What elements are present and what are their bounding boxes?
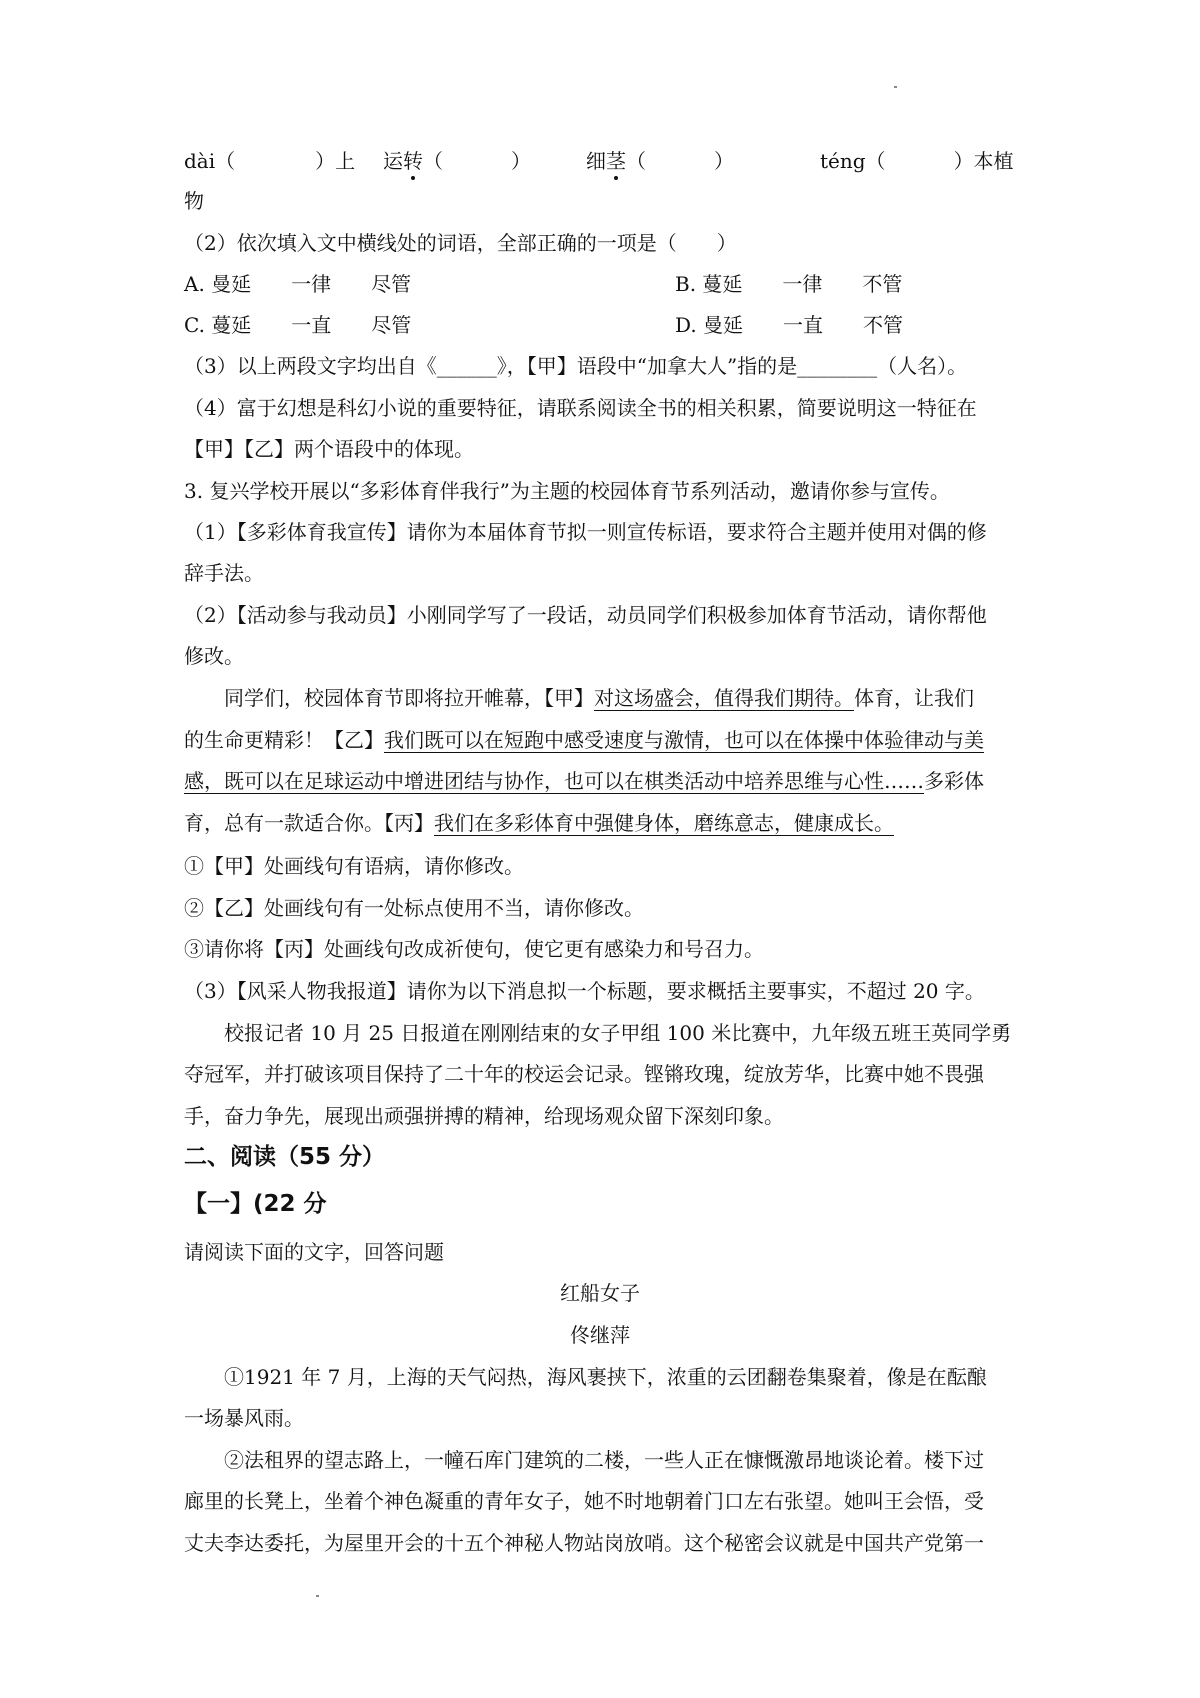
question-3-1-line2: 辞手法。: [184, 561, 264, 585]
question-3-2-line2: 修改。: [184, 644, 244, 668]
option-d: D. 曼延 一直 不管: [675, 313, 904, 337]
underlined-sentence-jia: 对这场盛会，值得我们期待。: [594, 686, 854, 710]
section-2-heading: 二、阅读（55 分）: [184, 1144, 386, 1170]
option-b: B. 蔓延 一律 不管: [675, 272, 903, 296]
paragraph-2-line-3: 丈夫李达委托，为屋里开会的十五个神秘人物站岗放哨。这个秘密会议就是中国共产党第一: [184, 1531, 984, 1555]
passage-line-4: 育，总有一款适合你。【丙】我们在多彩体育中强健身体，磨练意志，健康成长。: [184, 811, 894, 835]
question-3-1-line1: （1）【多彩体育我宣传】请你为本届体育节拟一则宣传标语，要求符合主题并使用对偶的修: [184, 520, 987, 544]
paragraph-2-line-2: 廊里的长凳上，坐着个神色凝重的青年女子，她不时地朝着门口左右张望。她叫王会悟，受: [184, 1489, 984, 1513]
question-2-4-line1: （4）富于幻想是科幻小说的重要特征，请联系阅读全书的相关积累，简要说明这一特征在: [184, 396, 977, 420]
pinyin-row-wrap: 物: [184, 189, 204, 213]
task-3: ③请你将【丙】处画线句改成祈使句，使它更有感染力和号召力。: [184, 937, 764, 961]
paragraph-1-line-2: 一场暴风雨。: [184, 1406, 304, 1430]
pinyin-item-teng: téng（ ）本植: [820, 149, 1014, 173]
pinyin-item-dai: dài（ ）上: [184, 149, 356, 173]
news-line-1: 校报记者 10 月 25 日报道在刚刚结束的女子甲组 100 米比赛中，九年级五班王英同学勇: [224, 1021, 1012, 1045]
question-3-2-line1: （2）【活动参与我动员】小刚同学写了一段话，动员同学们积极参加体育节活动，请你帮他: [184, 603, 987, 627]
scan-speck: [894, 86, 897, 88]
scan-speck: [316, 1595, 319, 1597]
option-a: A. 曼延 一律 尽管: [184, 272, 412, 296]
word-xijing: 细茎（ ）: [586, 149, 734, 173]
question-2-4-line2: 【甲】【乙】两个语段中的体现。: [184, 437, 474, 461]
passage-line-2: 的生命更精彩！【乙】我们既可以在短跑中感受速度与激情，也可以在体操中体验律动与美: [184, 728, 984, 752]
task-2: ②【乙】处画线句有一处标点使用不当，请你修改。: [184, 896, 644, 920]
underlined-sentence-yi-part1: 我们既可以在短跑中感受速度与激情，也可以在体操中体验律动与美: [384, 728, 984, 752]
article-author: 佟继萍: [570, 1323, 630, 1347]
paragraph-2-line-1: ②法租界的望志路上，一幢石库门建筑的二楼，一些人正在慷慨激昂地谈论着。楼下过: [224, 1448, 984, 1472]
news-line-3: 手，奋力争先，展现出顽强拼搏的精神，给现场观众留下深刻印象。: [184, 1104, 784, 1128]
underlined-sentence-bing: 我们在多彩体育中强健身体，磨练意志，健康成长。: [434, 811, 894, 835]
question-2-3: （3）以上两段文字均出自《______》，【甲】语段中“加拿大人”指的是________（人名）。: [184, 354, 968, 378]
part-1-heading: 【一】(22 分: [184, 1191, 327, 1217]
option-c: C. 蔓延 一直 尽管: [184, 313, 412, 337]
question-2-2-stem: （2）依次填入文中横线处的词语，全部正确的一项是（ ）: [184, 231, 737, 255]
task-1: ①【甲】处画线句有语病，请你修改。: [184, 854, 524, 878]
passage-line-3: 感，既可以在足球运动中增进团结与协作，也可以在棋类活动中培养思维与心性……多彩体: [184, 769, 984, 793]
underlined-sentence-yi-part2: 感，既可以在足球运动中增进团结与协作，也可以在棋类活动中培养思维与心性……: [184, 769, 924, 793]
passage-line-1: 同学们，校园体育节即将拉开帷幕，【甲】对这场盛会，值得我们期待。体育，让我们: [224, 686, 974, 710]
reading-instruction: 请阅读下面的文字，回答问题: [184, 1240, 444, 1264]
word-yunzhuan: 运转（ ）: [383, 149, 531, 173]
article-title: 红船女子: [560, 1281, 640, 1305]
news-line-2: 夺冠军，并打破该项目保持了二十年的校运会记录。铿锵玫瑰，绽放芳华，比赛中她不畏强: [184, 1062, 984, 1086]
question-3-3: （3）【风采人物我报道】请你为以下消息拟一个标题，要求概括主要事实，不超过 20 字。: [184, 979, 985, 1003]
question-3-stem: 3. 复兴学校开展以“多彩体育伴我行”为主题的校园体育节系列活动，邀请你参与宣传。: [184, 479, 950, 503]
paragraph-1-line-1: ①1921 年 7 月，上海的天气闷热，海风裹挟下，浓重的云团翻卷集聚着，像是在酝酿: [224, 1365, 987, 1389]
